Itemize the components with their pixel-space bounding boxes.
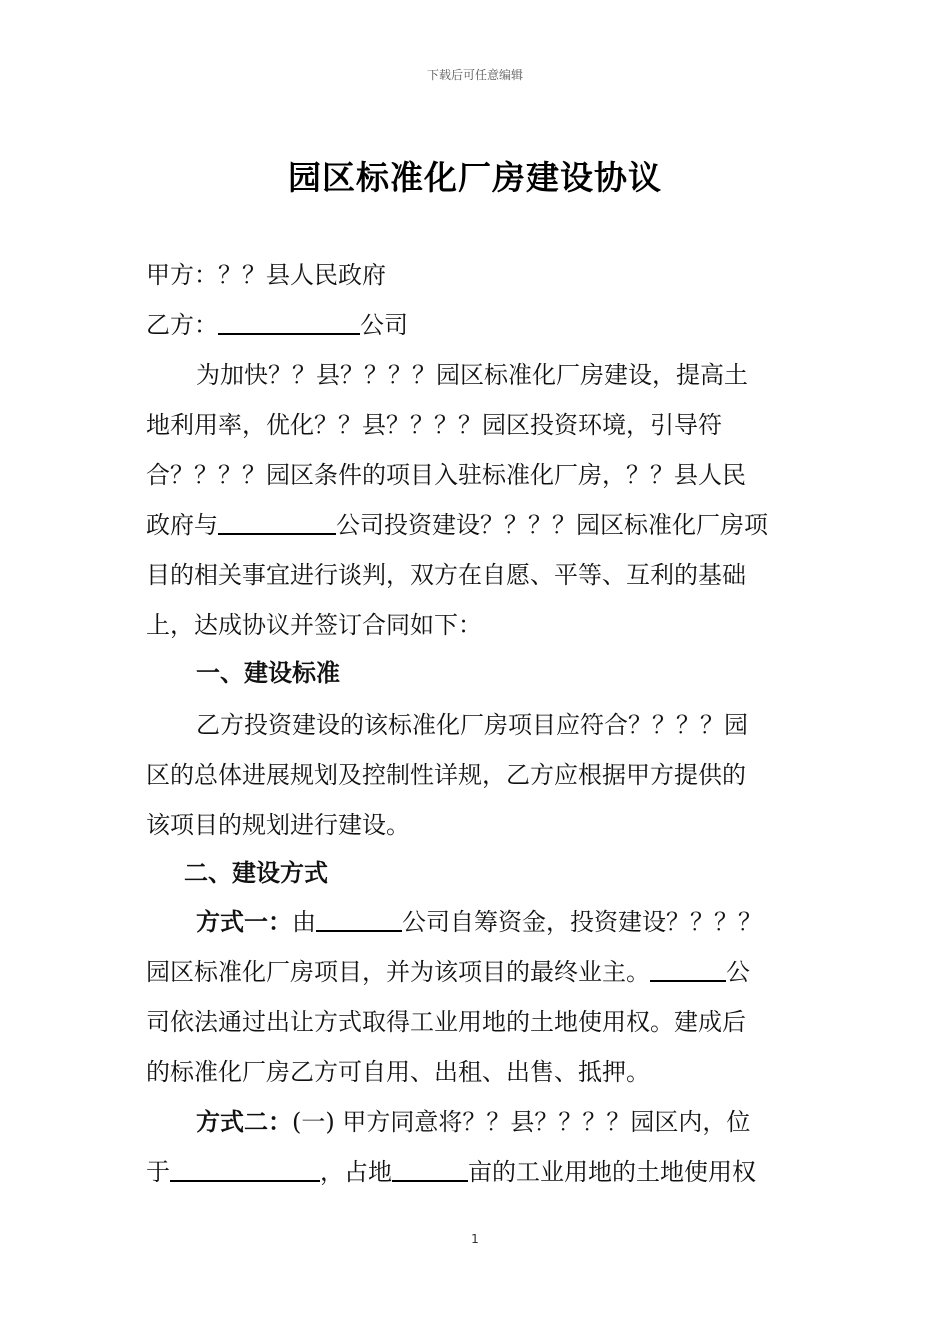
method-1-line-1	[196, 906, 762, 938]
method-2-blank-location	[170, 1156, 320, 1182]
section-1-line-1: 乙方投资建设的该标准化厂房项目应符合？？？？园	[196, 711, 748, 739]
method-2-line-1	[196, 1106, 750, 1138]
method-2-label: 方式二：	[196, 1108, 292, 1136]
intro-line-5: 目的相关事宜进行谈判，双方在自愿、平等、互利的基础	[146, 561, 746, 589]
intro-line-4b: 公司投资建设？？？？园区标准化厂房项	[336, 511, 768, 539]
method-2-line-1-text: (一) 甲方同意将？？县？？？？园区内，位	[292, 1108, 751, 1136]
method-1-label: 方式一：	[196, 908, 292, 936]
party-a-value: ？？县人民政府	[218, 261, 386, 289]
method-2-line-2a: 于	[146, 1158, 170, 1186]
header-note: 下载后可任意编辑	[426, 68, 523, 82]
method-1-line-1b: 公司自筹资金，投资建设？？？？	[402, 908, 762, 936]
party-a-label: 甲方：	[146, 261, 218, 289]
method-1-line-4: 的标准化厂房乙方可自用、出租、出售、抵押。	[146, 1058, 650, 1086]
party-b-label: 乙方：	[146, 311, 218, 339]
method-1-line-2	[146, 956, 750, 988]
intro-line-2: 地利用率，优化？？县？？？？园区投资环境，引导符	[146, 411, 722, 439]
method-1-blank-1	[316, 906, 402, 932]
section-1-line-2: 区的总体进展规划及控制性详规，乙方应根据甲方提供的	[146, 761, 746, 789]
method-1-line-3: 司依法通过出让方式取得工业用地的土地使用权。建成后	[146, 1008, 746, 1036]
party-b-blank	[218, 309, 360, 335]
method-2-blank-area	[392, 1156, 468, 1182]
intro-line-4a: 政府与	[146, 511, 218, 539]
party-b-suffix: 公司	[360, 311, 408, 339]
intro-blank	[218, 509, 336, 535]
section-1-heading: 一、建设标准	[196, 659, 340, 687]
intro-line-3: 合？？？？园区条件的项目入驻标准化厂房，？？县人民	[146, 461, 746, 489]
method-1-line-2a: 园区标准化厂房项目，并为该项目的最终业主。	[146, 958, 650, 986]
party-b-line	[146, 309, 408, 341]
page-number: 1	[471, 1232, 479, 1246]
document-title: 园区标准化厂房建设协议	[288, 158, 662, 197]
method-2-line-2	[146, 1156, 756, 1188]
method-2-line-2c: 亩的工业用地的土地使用权	[468, 1158, 756, 1186]
intro-line-1: 为加快？？县？？？？园区标准化厂房建设，提高土	[196, 361, 748, 389]
intro-line-6: 上，达成协议并签订合同如下：	[146, 611, 482, 639]
section-1-line-3: 该项目的规划进行建设。	[146, 811, 410, 839]
method-2-line-2b: ，占地	[320, 1158, 392, 1186]
party-a-line	[146, 259, 386, 291]
intro-line-4	[146, 509, 768, 541]
section-2-heading: 二、建设方式	[184, 859, 328, 887]
method-1-line-2b: 公	[726, 958, 750, 986]
method-1-blank-2	[650, 956, 726, 982]
method-1-line-1a: 由	[292, 908, 316, 936]
